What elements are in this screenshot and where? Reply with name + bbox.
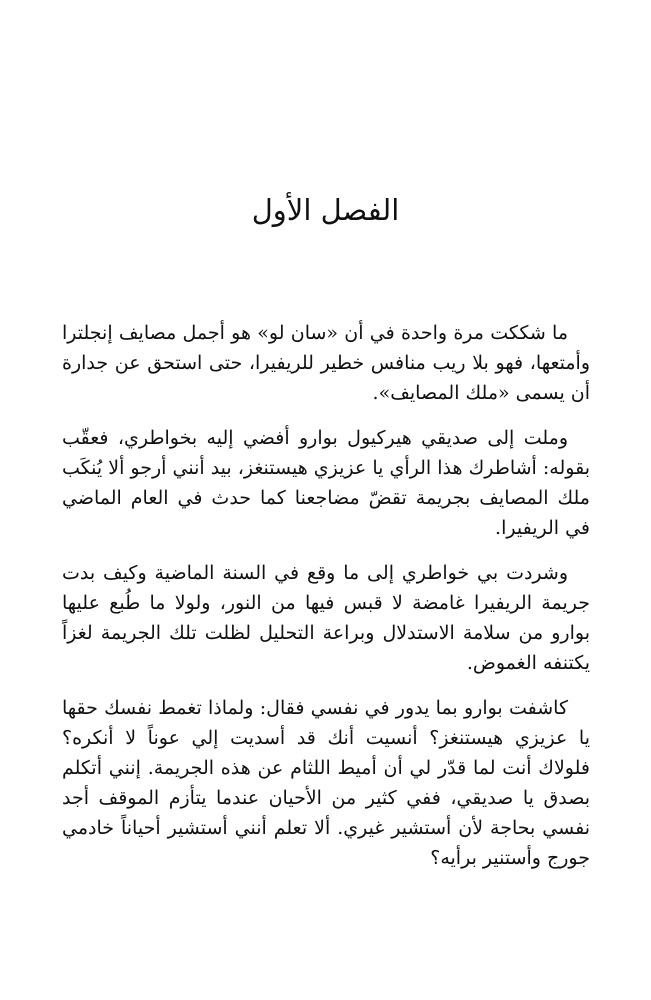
paragraph-2: وملت إلى صديقي هيركيول بوارو أفضي إليه بخواطري، فعقّب بقوله: أشاطرك هذا الرأي يا عزيزي هيستنغز، بيد أنني أرجو ألا يُنكَب ملك المصايف بجريمة تقضّ مضاجعنا كما حدث في العام الماضي في الريفيرا. <box>62 427 590 539</box>
chapter-title: الفصل الأول <box>251 193 400 227</box>
paragraph-4: كاشفت بوارو بما يدور في نفسي فقال: ولماذا تغمط نفسك حقها يا عزيزي هيستنغز؟ أنسيت أنك قد أسديت إلي عوناً لا أنكره؟ فلولاك أنت لما قدّر لي أن أميط اللثام عن هذه الجريمة. إنني أتكلم بصدق يا صديقي، ففي كثير من الأحيان عندما يتأزم الموقف أجد نفسي بحاجة لأن أستشير غيري. ألا تعلم أنني أستشير أحياناً خادمي جورج وأستنير برأيه؟ <box>62 697 590 869</box>
chapter-body <box>62 318 590 888</box>
paragraph-3: وشردت بي خواطري إلى ما وقع في السنة الماضية وكيف بدت جريمة الريفيرا غامضة لا قبس فيها من النور، ولولا ما طُبع عليها بوارو من سلامة الاستدلال وبراعة التحليل لظلت تلك الجريمة لغزاً يكتنفه الغموض. <box>62 562 590 674</box>
paragraph-1: ما شككت مرة واحدة في أن «سان لو» هو أجمل مصايف إنجلترا وأمتعها، فهو بلا ريب منافس خطير للريفيرا، حتى استحق عن جدارة أن يسمى «ملك المصايف». <box>62 322 590 404</box>
